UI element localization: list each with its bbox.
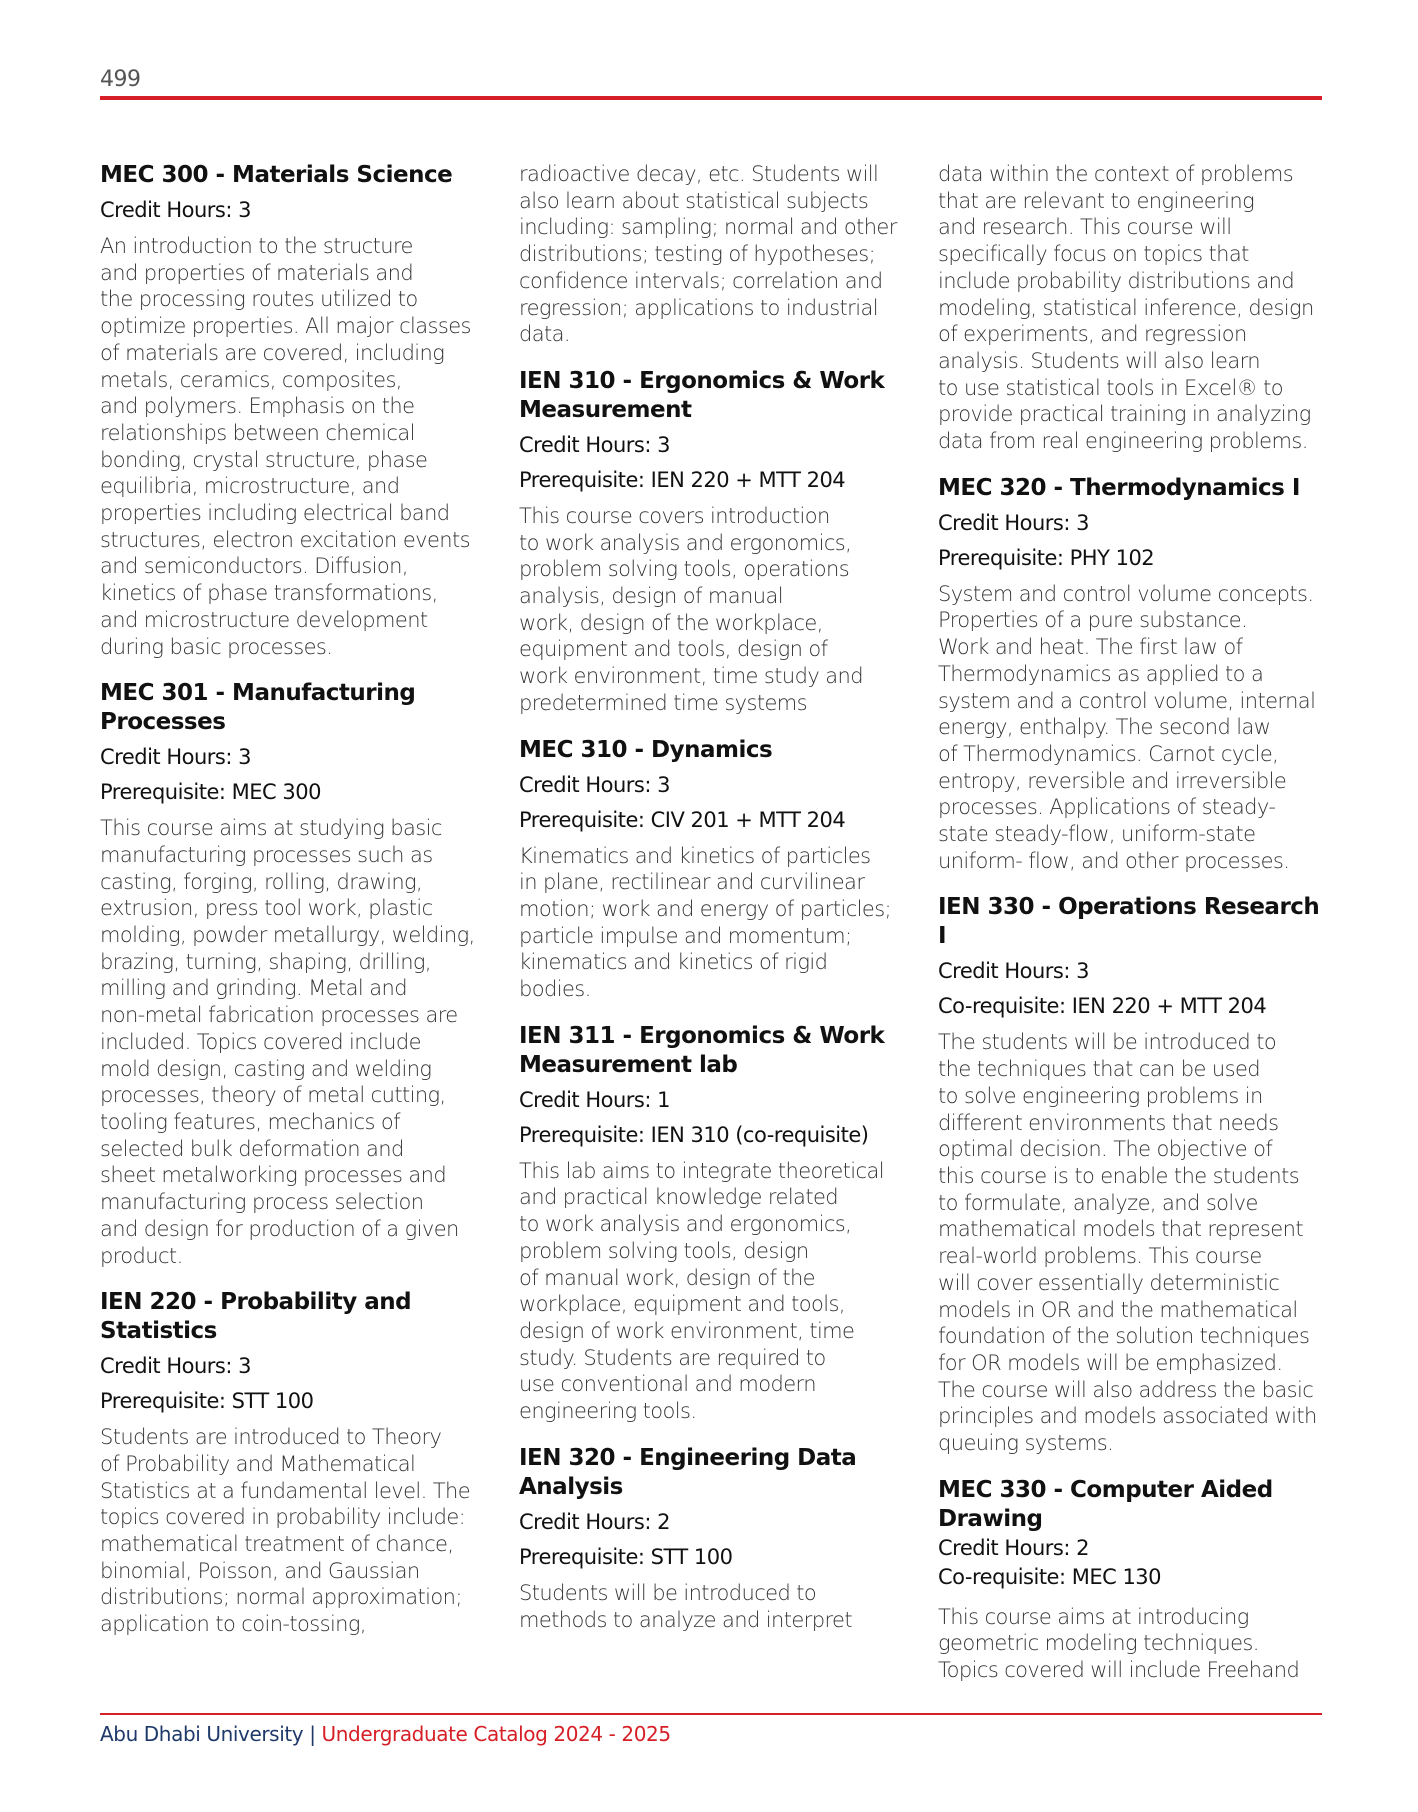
column-1: [100, 161, 495, 1657]
page-number: 499: [100, 67, 141, 92]
prerequisite: Prerequisite: CIV 201 + MTT 204: [519, 807, 846, 832]
course-description: This course aims at studying basic manufacturing processes such as casting, forging, rolling, drawing, extrusion, press tool work, plastic molding, powder metallurgy, welding, brazing, turning, shaping, drilling, milling and grinding. Metal and non-metal fabrication processes are included. Topics covered include mold design, casting and welding processes, theory of metal cutting, tooling features, mechanics of selected bulk deformation and sheet metalworking processes and manufacturing process selection and design for production of a given product.: [100, 816, 475, 1268]
course-description: System and control volume concepts. Properties of a pure substance. Work and heat. The first law of Thermodynamics as applied to a system and a control volume, internal energy, enthalpy. The second law of Thermodynamics. Carnot cycle, entropy, reversible and irreversible processes. Applications of steady- state steady-flow, uniform-state uniform- flow, and other processes.: [938, 581, 1316, 873]
course-title: MEC 310 - Dynamics: [519, 736, 773, 763]
course-title: IEN 310 - Ergonomics & Work Measurement: [519, 367, 885, 423]
course-title: MEC 330 - Computer Aided Drawing: [938, 1476, 1273, 1532]
course-title: IEN 330 - Operations Research I: [938, 894, 1320, 950]
prerequisite: Prerequisite: PHY 102: [938, 545, 1155, 570]
credit-hours: Credit Hours: 3: [100, 198, 251, 222]
header-rule: [100, 96, 1322, 100]
footer-rule: [100, 1713, 1322, 1715]
course-title: MEC 300 - Materials Science: [100, 162, 453, 188]
course-ien-320: [519, 1444, 914, 1633]
prerequisite: Prerequisite: MEC 300: [100, 780, 321, 805]
credit-hours: Credit Hours: 3: [100, 745, 251, 770]
course-mec-320: [938, 474, 1333, 875]
credit-hours: Credit Hours: 3: [938, 510, 1089, 535]
prerequisite: Prerequisite: IEN 310 (co-requisite): [519, 1122, 869, 1147]
course-description: An introduction to the structure and properties of materials and the processing routes utilized to optimize properties. All major classes of materials are covered, including metals, ceramics, composites, and polymers. Emphasis on the relationships between chemical bonding, crystal structure, phase equilibria, microstructure, and properties including electrical band structures, electron excitation events and semiconductors. Diffusion, kinetics of phase transformations, and microstructure development during basic processes.: [100, 234, 471, 659]
column-2: [519, 161, 914, 1652]
column-3: [938, 161, 1333, 1703]
prerequisite: Prerequisite: IEN 220 + MTT 204: [519, 467, 846, 492]
course-description: The students will be introduced to the techniques that can be used to solve engineering problems in different environments that needs optimal decision. The objective of this course is to enable the students to formulate, analyze, and solve mathematical models that represent real-world problems. This course will cover essentially deterministic models in OR and the mathematical foundation of the solution techniques for OR models will be emphasized. The course will also address the basic principles and models associated with queuing systems.: [938, 1030, 1317, 1456]
course-title: IEN 220 - Probability and Statistics: [100, 1289, 412, 1345]
continued-description: data within the context of problems that are relevant to engineering and research. This course will specifically focus on topics that include probability distributions and modeling, statistical inference, design of experiments, and regression analysis. Students will also learn to use statistical tools in Excel® to provide practical training in analyzing data from real engineering problems.: [938, 162, 1314, 454]
course-mec-300: [100, 161, 495, 660]
course-title: IEN 311 - Ergonomics & Work Measurement lab: [519, 1022, 885, 1078]
credit-hours: Credit Hours: 3: [938, 959, 1089, 984]
footer-catalog-title: Undergraduate Catalog 2024 - 2025: [321, 1722, 671, 1746]
credit-hours: Credit Hours: 2: [938, 1535, 1089, 1560]
course-description: Students will be introduced to methods to analyze and interpret: [519, 1580, 852, 1632]
corequisite: Co-requisite: IEN 220 + MTT 204: [938, 994, 1267, 1019]
course-mec-310: [519, 736, 914, 1003]
prerequisite: Prerequisite: STT 100: [519, 1544, 733, 1569]
course-description: Kinematics and kinetics of particles in plane, rectilinear and curvilinear motion; work and energy of particles; particle impulse and momentum; kinematics and kinetics of rigid bodies.: [519, 843, 892, 1002]
course-ien-311: [519, 1022, 914, 1425]
course-title: MEC 320 - Thermodynamics I: [938, 474, 1300, 501]
continued-description: radioactive decay, etc. Students will also learn about statistical subjects including: sampling; normal and other distributions; testing of hypotheses; confidence intervals; correlation and regression; applications to industrial data.: [519, 162, 897, 347]
course-title: MEC 301 - Manufacturing Processes: [100, 680, 416, 736]
course-description: This course covers introduction to work analysis and ergonomics, problem solving tools, operations analysis, design of manual work, design of the workplace, equipment and tools, design of work environment, time study and predetermined time systems: [519, 503, 863, 715]
course-description: This course aims at introducing geometric modeling techniques. Topics covered will include Freehand: [938, 1604, 1300, 1683]
course-mec-330: [938, 1476, 1333, 1684]
footer: [100, 1721, 671, 1747]
course-title: IEN 320 - Engineering Data Analysis: [519, 1444, 857, 1500]
course-description: This lab aims to integrate theoretical and practical knowledge related to work analysis and ergonomics, problem solving tools, design of manual work, design of the workplace, equipment and tools, design of work environment, time study. Students are required to use conventional and modern engineering tools.: [519, 1158, 884, 1424]
course-ien-220: [100, 1288, 495, 1638]
footer-separator: |: [303, 1722, 322, 1746]
course-description: Students are introduced to Theory of Probability and Mathematical Statistics at a fundamental level. The topics covered in probability include: mathematical treatment of chance, binomial, Poisson, and Gaussian distributions; normal approximation; application to coin-tossing,: [100, 1425, 471, 1637]
prerequisite: Prerequisite: STT 100: [100, 1389, 314, 1414]
footer-university: Abu Dhabi University: [100, 1722, 304, 1746]
credit-hours: Credit Hours: 1: [519, 1087, 670, 1112]
credit-hours: Credit Hours: 3: [100, 1354, 251, 1379]
credit-hours: Credit Hours: 2: [519, 1509, 670, 1534]
credit-hours: Credit Hours: 3: [519, 772, 670, 797]
course-ien-310: [519, 367, 914, 717]
corequisite: Co-requisite: MEC 130: [938, 1564, 1162, 1589]
credit-hours: Credit Hours: 3: [519, 432, 670, 457]
course-mec-301: [100, 679, 495, 1269]
course-ien-330: [938, 893, 1333, 1456]
